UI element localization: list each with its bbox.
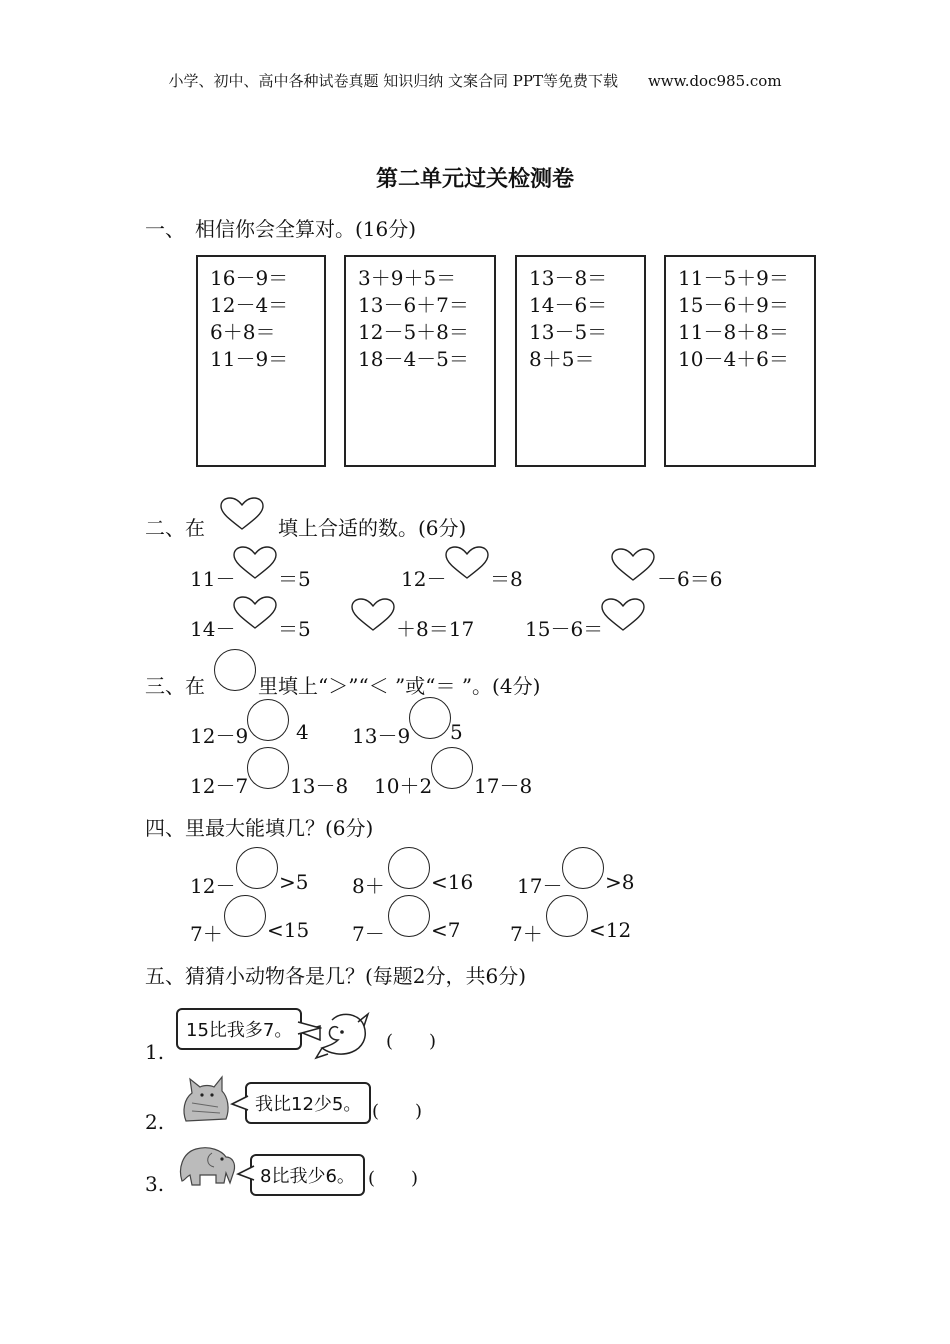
heart-answer-icon[interactable] [610,548,656,582]
expr-text: 10＋2 [374,774,433,798]
expr-text: 13－9 [352,724,411,748]
problem: 6＋8＝ [210,320,276,344]
item-number: 2. [145,1110,165,1134]
problem: 16－9＝ [210,266,289,290]
problem: 13－5＝ [529,320,608,344]
speech-bubble [176,1008,302,1050]
answer-parentheses[interactable]: ( ) [386,1031,437,1052]
expr-text: <15 [267,918,310,942]
speech-bubble [250,1154,365,1196]
calc-box-2 [344,255,496,467]
page-header: 小学、初中、高中各种试卷真题 知识归纳 文案合同 PPT等免费下载 www.doc985.com [168,72,782,90]
page-title: 第二单元过关检测卷 [375,167,574,192]
expr-text: 17－ [517,874,563,898]
circle-answer-icon[interactable] [546,895,588,937]
expr-text: 7＋ [510,922,543,946]
problem: 11－9＝ [210,347,289,371]
heart-answer-icon[interactable] [350,598,396,632]
section-1-heading: 一、 相信你会全算对。(16分) [145,217,417,241]
expr-text: 4 [296,720,309,744]
problem: 13－8＝ [529,266,608,290]
expr-text: ＋8＝17 [396,617,475,641]
calc-box-4 [664,255,816,467]
section-3-heading-post: 里填上“＞”“＜ ”或“＝ ”。(4分) [258,674,541,698]
section-5-heading: 五、猜猜小动物各是几？(每题2分，共6分) [145,964,527,988]
expr-text: ＝5 [278,567,311,591]
heart-answer-icon[interactable] [232,546,278,580]
section-2-heading-pre: 二、在 [145,516,205,540]
expr-text: 14－ [190,617,236,641]
speech-tail-icon [296,1018,322,1040]
item-number: 3. [145,1172,165,1196]
circle-answer-icon[interactable] [409,697,451,739]
problem: 3＋9＋5＝ [358,266,457,290]
expr-text: ＝5 [278,617,311,641]
expr-text: 12－7 [190,774,249,798]
circle-answer-icon[interactable] [388,895,430,937]
section-2-heading-post: 填上合适的数。(6分) [278,516,467,540]
item-number: 1. [145,1040,165,1064]
speech-text: 我比12少5。 [255,1094,362,1115]
problem: 12－4＝ [210,293,289,317]
expr-text: >5 [279,870,309,894]
heart-answer-icon[interactable] [444,546,490,580]
fox-icon [178,1073,234,1125]
circle-answer-icon[interactable] [431,747,473,789]
circle-answer-icon[interactable] [247,747,289,789]
problem: 12－5＋8＝ [358,320,469,344]
heart-answer-icon[interactable] [600,598,646,632]
circle-answer-icon[interactable] [236,847,278,889]
section-4-heading: 四、里最大能填几？(6分) [145,816,374,840]
answer-parentheses[interactable]: ( ) [372,1101,423,1122]
elephant-icon [176,1143,240,1189]
circle-answer-icon[interactable] [247,699,289,741]
problem: 13－6＋7＝ [358,293,469,317]
speech-text: 15比我多7。 [186,1020,293,1041]
expr-text: <7 [431,918,461,942]
expr-text: 15－6＝ [525,617,604,641]
problem: 11－8＋8＝ [678,320,789,344]
circle-answer-icon[interactable] [388,847,430,889]
expr-text: >8 [605,870,635,894]
problem: 10－4＋6＝ [678,347,789,371]
problem: 15－6＋9＝ [678,293,789,317]
heart-answer-icon[interactable] [232,596,278,630]
problem: 8＋5＝ [529,347,595,371]
circle-answer-icon[interactable] [224,895,266,937]
expr-text: 12－ [190,874,236,898]
expr-text: ＝8 [490,567,523,591]
expr-text: 17－8 [474,774,533,798]
expr-text: 5 [450,720,463,744]
expr-text: 8＋ [352,874,385,898]
expr-text: <16 [431,870,474,894]
expr-text: 7＋ [190,922,223,946]
calc-box-3 [515,255,646,467]
speech-tail-icon [236,1162,256,1186]
section-3-heading-pre: 三、在 [145,674,205,698]
expr-text: －6＝6 [657,567,723,591]
expr-text: 11－ [190,567,236,591]
problem: 18－4－5＝ [358,347,469,371]
expr-text: 7－ [352,922,385,946]
heart-blank-icon [219,497,265,531]
expr-text: <12 [589,918,632,942]
expr-text: 13－8 [290,774,349,798]
calc-box-1 [196,255,326,467]
speech-tail-icon [230,1092,250,1116]
expr-text: 12－ [401,567,447,591]
circle-blank-icon [214,649,256,691]
answer-parentheses[interactable]: ( ) [368,1168,419,1189]
circle-answer-icon[interactable] [562,847,604,889]
speech-text: 8比我少6。 [260,1166,355,1187]
problem: 11－5＋9＝ [678,266,789,290]
problem: 14－6＝ [529,293,608,317]
expr-text: 12－9 [190,724,249,748]
speech-bubble [245,1082,371,1124]
